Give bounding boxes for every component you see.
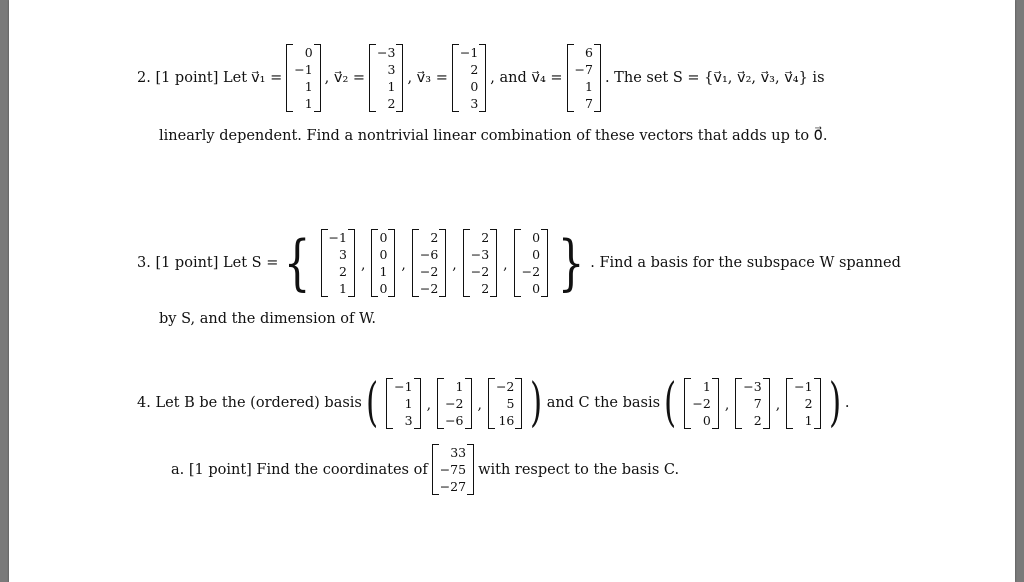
problem-4a-prefix: a. [1 point] Find the coordinates of	[171, 461, 428, 478]
matrix-entry: −7	[574, 62, 593, 77]
matrix-entry: 1	[379, 264, 388, 279]
v3-label: , v⃗₃ =	[407, 70, 448, 86]
problem-2-continuation: linearly dependent. Find a nontrivial linear combination of these vectors that adds up to 0⃗.	[159, 128, 828, 144]
matrix-entry: 2	[470, 62, 479, 77]
matrix-entry: −2	[470, 264, 490, 279]
matrix-entry: 16	[498, 412, 515, 428]
problem-3-continuation: by S, and the dimension of W.	[159, 311, 376, 327]
matrix-entry: 2	[481, 230, 490, 245]
matrix-entry: 1	[804, 412, 813, 428]
matrix-entry: 0	[532, 247, 541, 262]
problem-4a-line	[171, 444, 679, 495]
matrix-entry: −75	[439, 462, 467, 477]
v4-matrix	[567, 44, 601, 112]
basis-b-vector-3	[488, 378, 522, 429]
s-vector-4	[463, 229, 497, 297]
matrix-entry: −1	[294, 62, 313, 77]
problem-3-suffix: . Find a basis for the subspace W spanned	[590, 255, 901, 271]
matrix-entry: 1	[304, 79, 313, 94]
matrix-entry: 0	[702, 412, 711, 428]
basis-b-vector-1	[386, 378, 420, 429]
problem-4a-suffix: with respect to the basis C.	[478, 461, 680, 478]
document-page	[9, 0, 1015, 582]
v1-label: v⃗₁ =	[251, 70, 283, 86]
matrix-entry: 7	[585, 96, 593, 111]
basis-c-vector-3	[786, 378, 820, 429]
matrix-entry: 3	[387, 62, 396, 77]
coordinate-vector	[432, 444, 474, 495]
matrix-entry: 0	[379, 281, 388, 296]
v1-matrix	[286, 44, 320, 112]
matrix-entry: 6	[585, 45, 593, 60]
problem-2-line-2	[159, 128, 828, 144]
v3-matrix	[452, 44, 486, 112]
matrix-entry: −1	[394, 378, 413, 394]
problem-4-end: .	[844, 395, 850, 411]
problem-3-line-2	[159, 311, 376, 327]
v2-matrix	[369, 44, 403, 112]
matrix-entry: 2	[481, 281, 490, 296]
matrix-entry: 3	[470, 96, 479, 111]
matrix-entry: −2	[419, 264, 439, 279]
left-paren: (	[365, 373, 379, 433]
matrix-entry: −3	[377, 45, 396, 60]
matrix-entry: −2	[419, 281, 439, 296]
problem-3-line-1: 3. [1 point] Let S = { −1 3 2 1 , 0 0 1 0 , 2 −6 −2 −2 , 2 −3 −2 2 , 0 0 −2 0 } . Find a basis for the subspace W spanned	[137, 228, 901, 298]
matrix-entry: 1	[404, 395, 413, 411]
matrix-entry: −1	[459, 45, 479, 60]
matrix-entry: 2	[430, 230, 439, 245]
matrix-entry: −2	[495, 378, 515, 394]
matrix-entry: −2	[445, 395, 464, 411]
matrix-entry: 0	[470, 79, 479, 94]
v2-label: , v⃗₂ =	[324, 70, 366, 86]
v4-label: , and v⃗₄ =	[490, 70, 563, 86]
problem-2-set-text: . The set S = {v⃗₁, v⃗₂, v⃗₃, v⃗₄} is	[604, 70, 825, 86]
left-paren: (	[664, 373, 677, 433]
matrix-entry: 7	[753, 395, 762, 411]
matrix-entry: 1	[339, 281, 347, 296]
matrix-entry: 1	[387, 79, 396, 94]
matrix-entry: 3	[339, 247, 347, 262]
matrix-entry: 5	[506, 395, 515, 411]
matrix-entry: 1	[304, 96, 313, 111]
matrix-entry: 0	[379, 247, 388, 262]
matrix-entry: 1	[702, 378, 711, 394]
s-vector-5	[514, 229, 548, 297]
matrix-entry: 2	[753, 412, 762, 428]
matrix-entry: 33	[450, 445, 467, 460]
matrix-entry: −1	[328, 230, 347, 245]
matrix-entry: −2	[692, 395, 711, 411]
right-paren: )	[828, 373, 841, 433]
s-vector-3	[412, 229, 446, 297]
matrix-entry: 2	[339, 264, 347, 279]
problem-4-mid: and C the basis	[546, 395, 661, 411]
problem-2-line-1	[137, 44, 825, 112]
matrix-entry: 2	[387, 96, 396, 111]
matrix-entry: 0	[532, 281, 541, 296]
matrix-entry: −3	[743, 378, 762, 394]
matrix-entry: 0	[532, 230, 541, 245]
matrix-entry: 2	[804, 395, 813, 411]
left-brace: {	[284, 228, 311, 298]
matrix-entry: −2	[521, 264, 541, 279]
basis-c-vector-2	[735, 378, 769, 429]
problem-3-prefix: 3. [1 point] Let S =	[137, 255, 279, 271]
matrix-entry: −6	[419, 247, 439, 262]
matrix-entry: 3	[404, 412, 413, 428]
matrix-entry: 1	[455, 378, 464, 394]
matrix-entry: −6	[445, 412, 464, 428]
problem-4-prefix: 4. Let B be the (ordered) basis	[137, 395, 362, 411]
matrix-entry: 1	[585, 79, 593, 94]
matrix-entry: −3	[470, 247, 490, 262]
matrix-entry: −27	[439, 479, 467, 494]
problem-4-line-1: 4. Let B be the (ordered) basis ( −1 1 3 , 1 −2 −6 , −2 5 16 ) and C the basis ( 1 −2 0 , −3 7 2 , −1 2 1 ) .	[137, 373, 850, 433]
s-vector-1	[321, 229, 355, 297]
right-paren: )	[530, 373, 543, 433]
matrix-entry: −1	[794, 378, 813, 394]
matrix-entry: 0	[304, 45, 313, 60]
s-vector-2	[371, 229, 395, 297]
problem-2-prefix: 2. [1 point] Let	[137, 70, 248, 86]
basis-c-vector-1	[684, 378, 718, 429]
matrix-entry: 0	[379, 230, 388, 245]
basis-b-vector-2	[437, 378, 471, 429]
right-brace: }	[557, 228, 585, 298]
